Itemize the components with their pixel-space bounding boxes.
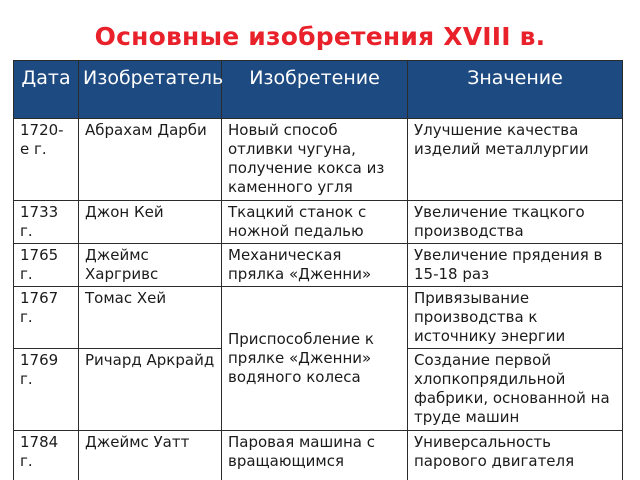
cell-inventor: Джеймс Уатт: [79, 431, 222, 480]
cell-invention: Новый способ отливки чугуна, получение кокса из каменного угля: [222, 119, 408, 201]
cell-meaning: Увеличение прядения в 15-18 раз: [408, 244, 623, 287]
cell-invention: Ткацкий станок с ножной педалью: [222, 201, 408, 244]
cell-date: 1769 г.: [14, 349, 79, 431]
slide-title: Основные изобретения XVIII в.: [94, 22, 546, 51]
table-header-row: [14, 61, 623, 119]
cell-invention: Механическая прялка «Дженни»: [222, 244, 408, 287]
inventions-table: [13, 60, 623, 480]
header-meaning: Значение: [408, 61, 623, 119]
cell-invention: [222, 287, 408, 431]
cell-inventor: Ричард Аркрайд: [79, 349, 222, 431]
cell-date: 1733 г.: [14, 201, 79, 244]
header-inventor: Изобретатель: [79, 61, 222, 119]
table-row: [14, 201, 623, 244]
header-date: Дата: [14, 61, 79, 119]
cell-meaning: Увеличение ткацкого производства: [408, 201, 623, 244]
cell-meaning: Привязывание производства к источнику энергии: [408, 287, 623, 349]
cell-invention-text: Приспособление к прялке «Дженни» водяного колеса: [228, 330, 374, 386]
table-row: [14, 431, 623, 480]
cell-date: 1765 г.: [14, 244, 79, 287]
cell-meaning: Улучшение качества изделий металлургии: [408, 119, 623, 201]
cell-inventor: Джон Кей: [79, 201, 222, 244]
cell-invention: Паровая машина с вращающимся: [222, 431, 408, 480]
cell-date: 1767 г.: [14, 287, 79, 349]
header-invention: Изобретение: [222, 61, 408, 119]
cell-meaning: Универсальность парового двигателя: [408, 431, 623, 480]
table-row: [14, 244, 623, 287]
cell-date: 1720-е г.: [14, 119, 79, 201]
cell-inventor: Томас Хей: [79, 287, 222, 349]
table-row: [14, 119, 623, 201]
cell-date: 1784 г.: [14, 431, 79, 480]
cell-meaning: Создание первой хлопкопрядильной фабрики, основанной на труде машин: [408, 349, 623, 431]
cell-inventor: Абрахам Дарби: [79, 119, 222, 201]
cell-inventor: Джеймс Харгривс: [79, 244, 222, 287]
table-row: [14, 287, 623, 349]
